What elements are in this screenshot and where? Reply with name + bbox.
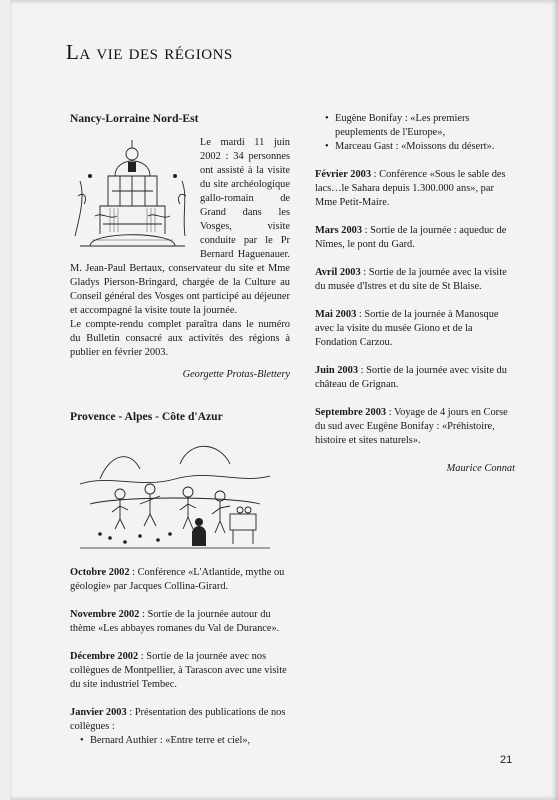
entry-decembre-2002: Décembre 2002 : Sortie de la journée avec nos collègues de Montpellier, à Tarascon avec une visite du site industriel Tembec.	[70, 651, 287, 690]
page	[10, 0, 558, 800]
page-title: La vie des régions	[66, 40, 233, 64]
entry-fevrier-2003: Février 2003 : Conférence «Sous le sable des lacs…le Sahara depuis 1.300.000 ans», par Mme Petit-Maire.	[315, 169, 506, 208]
left-column	[70, 112, 290, 748]
publications-list-left	[70, 734, 290, 748]
signature-nancy: Georgette Protas-Blettery	[182, 369, 290, 380]
page-number: 21	[500, 754, 513, 766]
entry-avril-2003: Avril 2003 : Sortie de la journée avec la visite du musée d'Istres et du site de St Blaise.	[315, 267, 507, 292]
entry-octobre-2002: Octobre 2002 : Conférence «L'Atlantide, mythe ou géologie» par Jacques Collina-Girard.	[70, 567, 285, 592]
publications-list-right	[315, 112, 515, 154]
entry-mai-2003: Mai 2003 : Sortie de la journée à Manosque avec la visite du musée Giono et de la Fondation Carzou.	[315, 309, 499, 348]
section-heading-nancy: Nancy-Lorraine Nord-Est	[70, 112, 199, 125]
nancy-body-2: Le compte-rendu complet paraîtra dans le numéro du Bulletin consacré aux activités des régions à publier en février 2003.	[70, 319, 290, 358]
fountain-illustration	[70, 136, 195, 254]
entry-janvier-2003: Janvier 2003 : Présentation des publications de nos collègues :	[70, 707, 286, 732]
entry-novembre-2002: Novembre 2002 : Sortie de la journée autour du thème «Les abbayes romanes du Val de Durance».	[70, 609, 280, 634]
list-item: • Bernard Authier : «Entre terre et ciel»,	[80, 734, 290, 748]
provence-entries-left	[70, 566, 290, 748]
right-column	[315, 112, 515, 476]
section-heading-provence: Provence - Alpes - Côte d'Azur	[70, 410, 223, 423]
list-item: • Eugène Bonifay : «Les premiers peuplements de l'Europe»,	[325, 112, 515, 140]
nancy-body: Le mardi 11 juin 2002 : 34 personnes ont assisté à la visite du site archéologique gallo-romain de Grand dans les Vosges, visite conduite par le Pr Bernard Haguenauer. M. Jean-Paul Bertaux, conservateur du site et Mme Gladys Pierson-Bringard, chargée de la Culture au Conseil général des Vosges ont participé au déjeuner et accompagné la visite toute la journée.	[70, 137, 290, 316]
entry-juin-2003: Juin 2003 : Sortie de la journée avec visite du château de Grignan.	[315, 365, 507, 390]
list-item: • Marceau Gast : «Moissons du désert».	[325, 140, 515, 154]
entry-mars-2003: Mars 2003 : Sortie de la journée : aqueduc de Nîmes, le pont du Gard.	[315, 225, 507, 250]
signature-provence: Maurice Connat	[446, 463, 515, 474]
village-scene-illustration	[80, 434, 270, 554]
entry-septembre-2003: Septembre 2003 : Voyage de 4 jours en Corse du sud avec Eugène Bonifay : «Préhistoire, histoire et sites naturels».	[315, 407, 508, 446]
